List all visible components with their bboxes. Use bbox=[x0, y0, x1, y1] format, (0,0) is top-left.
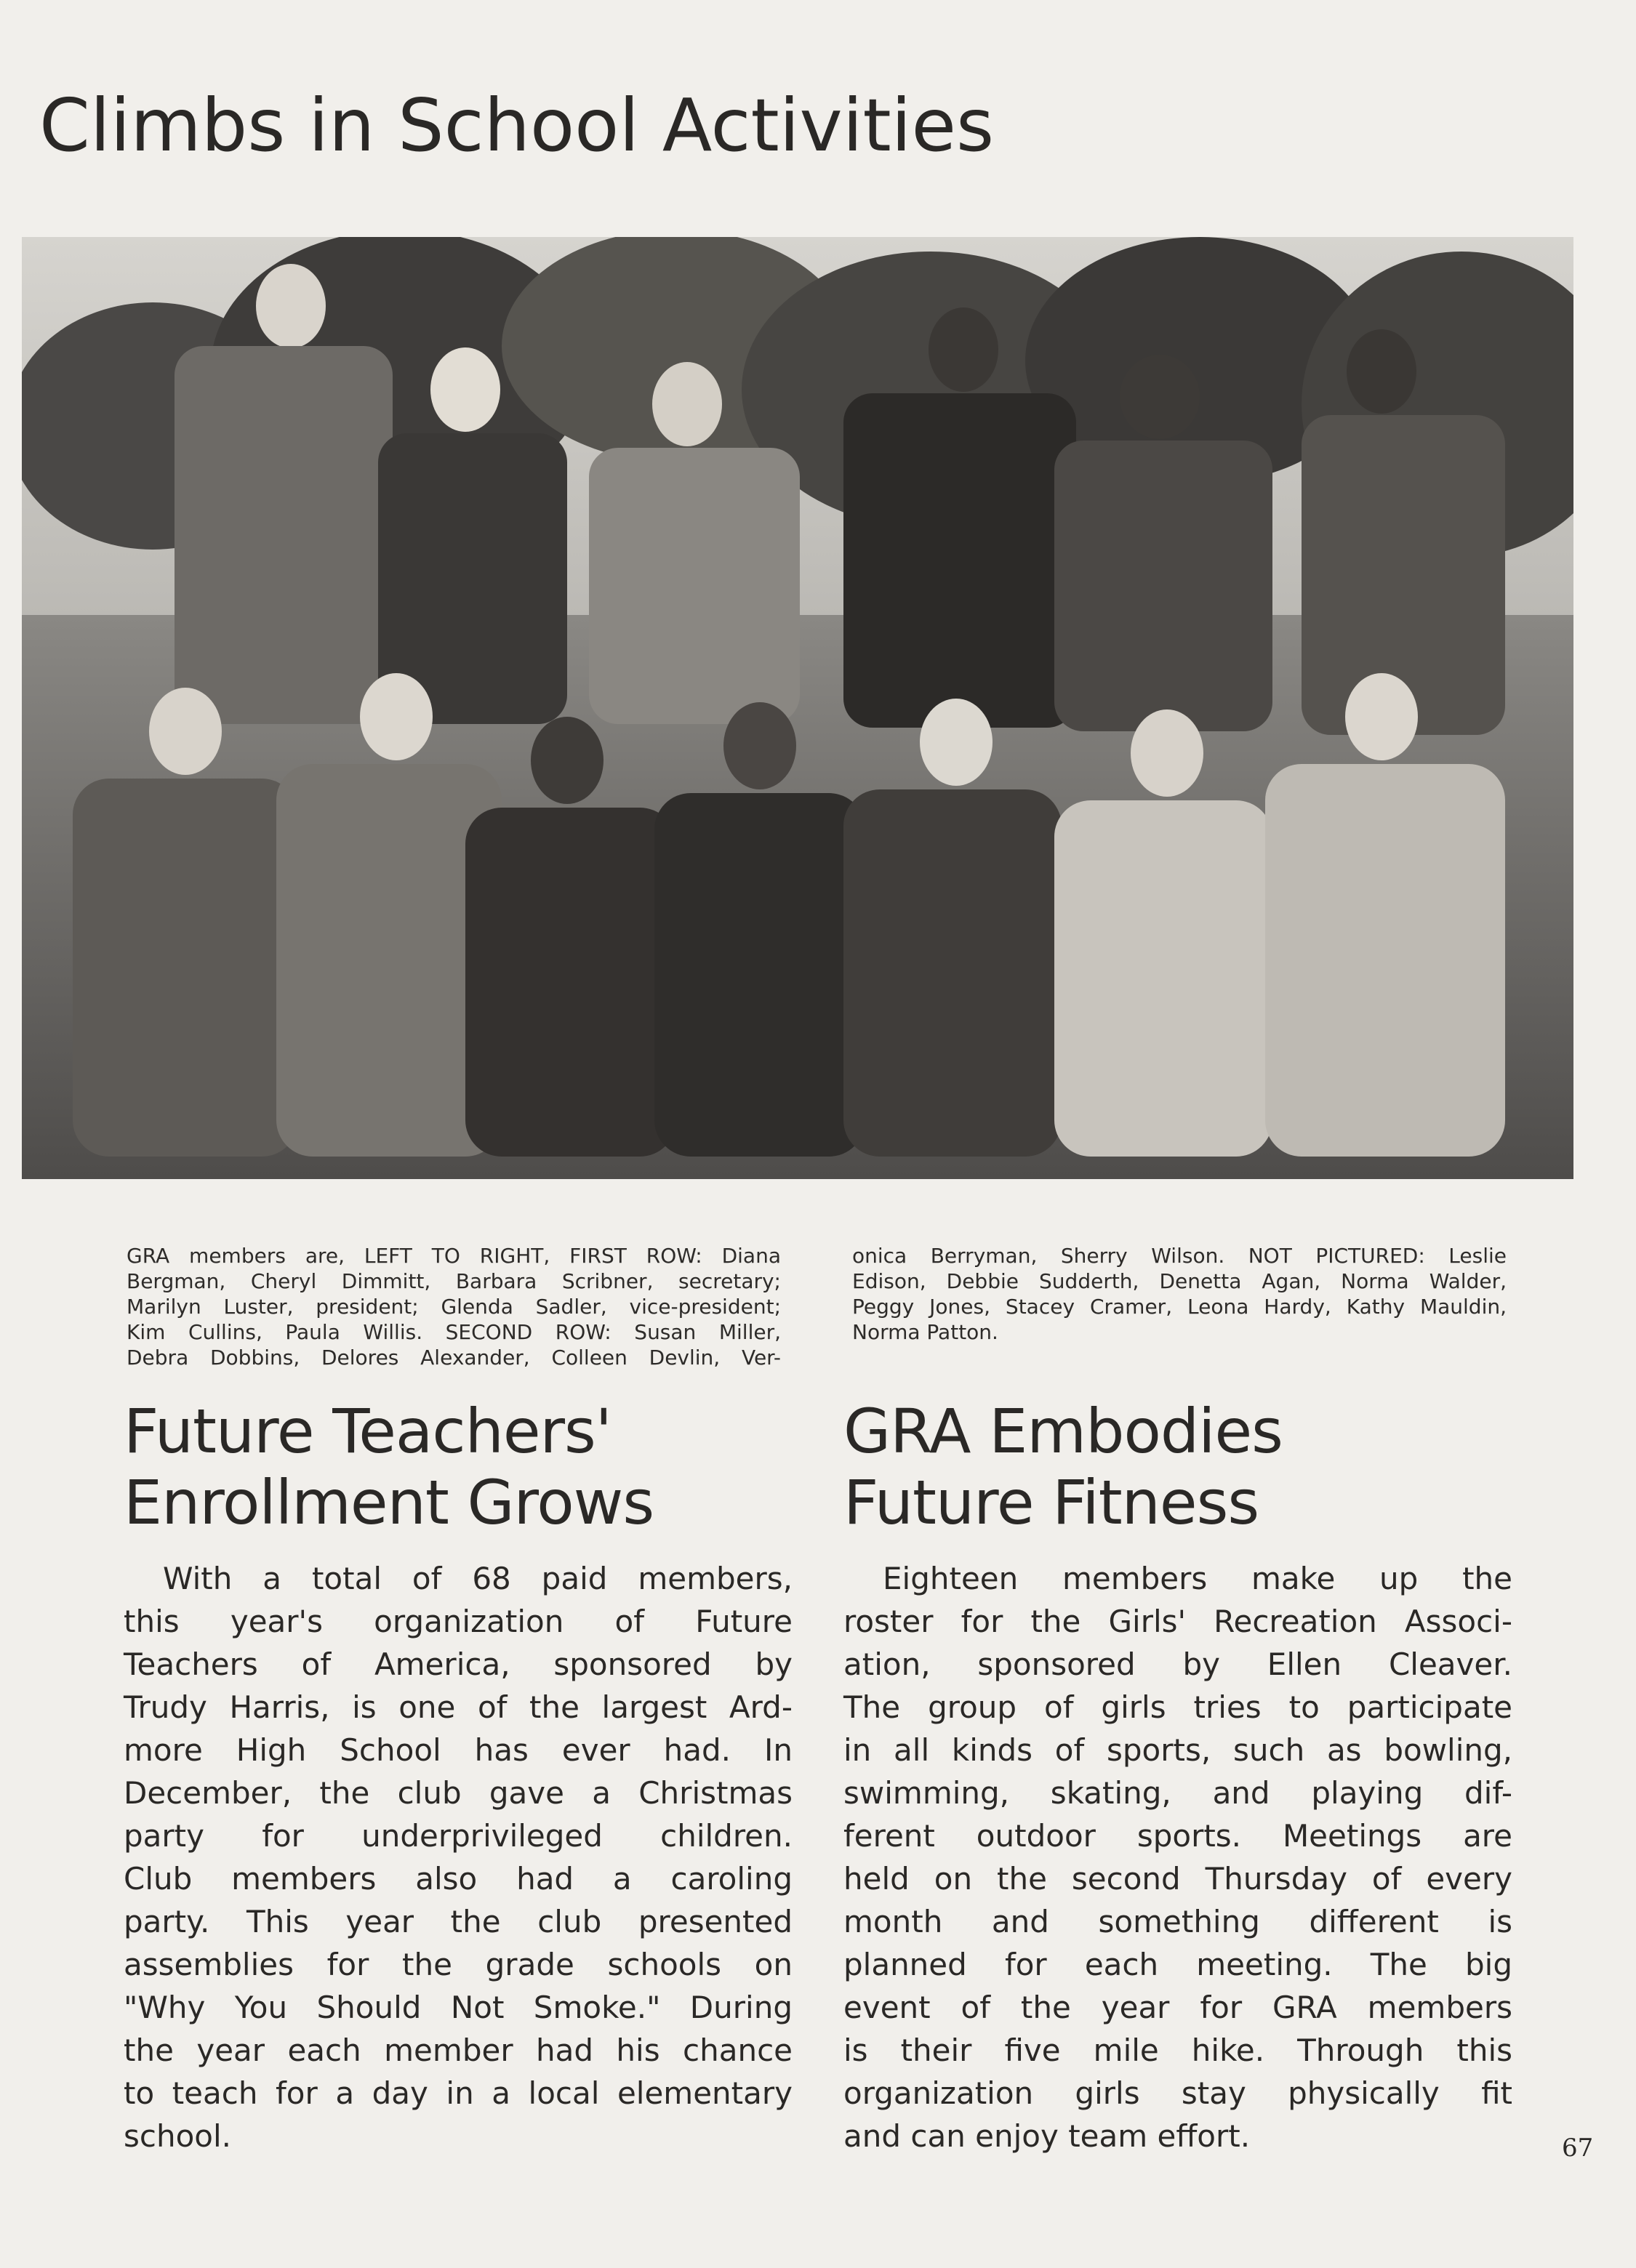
body-line: in all kinds of sports, such as bowling, bbox=[843, 1732, 1512, 1768]
body-line: roster for the Girls' Recreation Associ- bbox=[843, 1604, 1512, 1639]
caption-line: GRA members are, LEFT TO RIGHT, FIRST ROW: Diana bbox=[127, 1244, 781, 1268]
article-title bbox=[124, 1396, 793, 1538]
body-line: Eighteen members make up the bbox=[883, 1561, 1512, 1596]
caption-line: Norma Patton. bbox=[852, 1320, 998, 1344]
article-title-line: Future Teachers' bbox=[124, 1396, 612, 1467]
caption-line: onica Berryman, Sherry Wilson. NOT PICTURED: Leslie bbox=[852, 1244, 1507, 1268]
article-title-line: GRA Embodies bbox=[843, 1396, 1283, 1467]
body-line: With a total of 68 paid members, bbox=[163, 1561, 793, 1596]
body-line: Club members also had a caroling bbox=[124, 1861, 793, 1897]
photo-caption-right bbox=[852, 1243, 1507, 1345]
caption-line: Bergman, Cheryl Dimmitt, Barbara Scribner, secretary; bbox=[127, 1269, 781, 1293]
body-line: month and something different is bbox=[843, 1904, 1512, 1939]
article-title-line: Enrollment Grows bbox=[124, 1467, 654, 1538]
article-gra bbox=[843, 1396, 1512, 2158]
photo-caption-left bbox=[127, 1243, 781, 1370]
body-line: more High School has ever had. In bbox=[124, 1732, 793, 1768]
body-line: event of the year for GRA members bbox=[843, 1990, 1512, 2025]
body-line: to teach for a day in a local elementary bbox=[124, 2075, 793, 2111]
body-line: ferent outdoor sports. Meetings are bbox=[843, 1818, 1512, 1854]
body-line: "Why You Should Not Smoke." During bbox=[124, 1990, 793, 2025]
article-future-teachers bbox=[124, 1396, 793, 2158]
body-line: assemblies for the grade schools on bbox=[124, 1947, 793, 1982]
page-headline: Climbs in School Activities bbox=[39, 83, 995, 168]
caption-line: Edison, Debbie Sudderth, Denetta Agan, Norma Walder, bbox=[852, 1269, 1507, 1293]
body-line: The group of girls tries to participate bbox=[843, 1689, 1512, 1725]
page-number: 67 bbox=[1562, 2134, 1594, 2163]
body-line: December, the club gave a Christmas bbox=[124, 1775, 793, 1811]
caption-line: Debra Dobbins, Delores Alexander, Colleen Devlin, Ver- bbox=[127, 1346, 781, 1370]
article-title bbox=[843, 1396, 1512, 1538]
body-line: and can enjoy team effort. bbox=[843, 2118, 1251, 2154]
caption-line: Kim Cullins, Paula Willis. SECOND ROW: Susan Miller, bbox=[127, 1320, 781, 1344]
body-line: planned for each meeting. The big bbox=[843, 1947, 1512, 1982]
body-line: the year each member had his chance bbox=[124, 2032, 793, 2068]
body-line: this year's organization of Future bbox=[124, 1604, 793, 1639]
group-photo-illustration bbox=[22, 237, 1573, 1179]
caption-line: Peggy Jones, Stacey Cramer, Leona Hardy, Kathy Mauldin, bbox=[852, 1295, 1507, 1319]
caption-line: Marilyn Luster, president; Glenda Sadler, vice-president; bbox=[127, 1295, 781, 1319]
body-line: school. bbox=[124, 2118, 232, 2154]
article-body bbox=[124, 1557, 793, 2158]
group-photo bbox=[22, 237, 1573, 1179]
body-line: party for underprivileged children. bbox=[124, 1818, 793, 1854]
body-line: Trudy Harris, is one of the largest Ard- bbox=[124, 1689, 793, 1725]
body-line: ation, sponsored by Ellen Cleaver. bbox=[843, 1646, 1512, 1682]
body-line: held on the second Thursday of every bbox=[843, 1861, 1512, 1897]
body-line: organization girls stay physically fit bbox=[843, 2075, 1512, 2111]
body-line: party. This year the club presented bbox=[124, 1904, 793, 1939]
body-line: swimming, skating, and playing dif- bbox=[843, 1775, 1512, 1811]
article-title-line: Future Fitness bbox=[843, 1467, 1259, 1538]
article-body bbox=[843, 1557, 1512, 2158]
body-line: Teachers of America, sponsored by bbox=[124, 1646, 793, 1682]
body-line: is their five mile hike. Through this bbox=[843, 2032, 1512, 2068]
